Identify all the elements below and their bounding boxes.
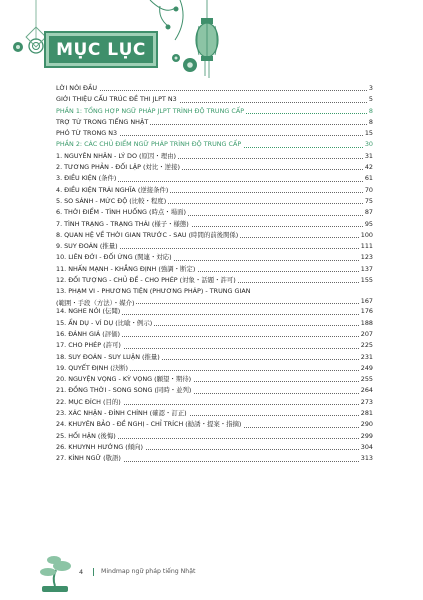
toc-entry-title: 17. CHO PHÉP (許可) (56, 341, 121, 350)
toc-entry-page: 167 (360, 297, 373, 306)
toc-entry[interactable] (56, 94, 373, 105)
toc-entry-title: 23. XÁC NHẬN - ĐÍNH CHÍNH (確認・訂正) (56, 409, 187, 418)
toc-entry[interactable] (56, 162, 373, 173)
toc-entry[interactable] (56, 252, 373, 263)
toc-entry[interactable] (56, 230, 373, 241)
toc-entry-page: 290 (359, 419, 373, 430)
toc-entry-page: 255 (359, 374, 373, 385)
toc-entry-title: 5. SO SÁNH - MỨC ĐỘ (比較・程度) (56, 196, 167, 205)
page-number: 4 (79, 568, 84, 576)
toc-entry-title: 3. ĐIỀU KIỆN (条件) (56, 174, 117, 183)
toc-entry[interactable] (56, 306, 373, 317)
toc-entry-page: 313 (359, 453, 373, 464)
toc-entry-page: 249 (359, 363, 373, 374)
toc-entry-title: 14. NGHE NÓI (伝聞) (56, 307, 121, 316)
toc-entry-title-cont: (範囲・手段（方法）・媒介) (56, 298, 135, 307)
toc-entry-title: TRỢ TỪ TRONG TIẾNG NHẬT (56, 117, 149, 126)
toc-entry-title: 20. NGUYỆN VỌNG - KỲ VỌNG (願望・期待) (56, 375, 192, 384)
toc-entry[interactable] (56, 408, 373, 419)
toc-entry[interactable] (56, 275, 373, 286)
toc-entry-title: GIỚI THIỆU CẤU TRÚC ĐỀ THI JLPT N3 (56, 95, 177, 104)
toc-entry-page: 273 (359, 397, 373, 408)
toc-entry[interactable] (56, 397, 373, 408)
toc-entry[interactable] (56, 264, 373, 275)
toc-entry[interactable] (56, 352, 373, 363)
toc-entry-page: 111 (359, 241, 373, 252)
toc-entry[interactable] (56, 219, 373, 230)
toc-entry-page: 75 (363, 196, 373, 207)
footer-divider (93, 568, 94, 576)
toc-entry[interactable] (56, 385, 373, 396)
toc-entry-title: 4. ĐIỀU KIỆN TRÁI NGHĨA (逆接条件) (56, 185, 169, 194)
toc-entry-page: 281 (359, 408, 373, 419)
page-title: MỤC LỤC (56, 39, 146, 60)
toc-entry-title: 16. ĐÁNH GIÁ (評価) (56, 329, 121, 338)
toc-entry-page: 225 (359, 340, 373, 351)
toc-entry-title: 18. SUY ĐOÁN - SUY LUẬN (推量) (56, 352, 160, 361)
toc-entry-page: 155 (359, 275, 373, 286)
toc-entry-page: 176 (359, 306, 373, 317)
toc-entry-title: 6. THỜI ĐIỂM - TÌNH HUỐNG (時点・場面) (56, 208, 186, 217)
toc-entry-page: 304 (359, 442, 373, 453)
toc-entry[interactable] (56, 431, 373, 442)
table-of-contents (56, 83, 373, 465)
toc-entry[interactable] (56, 128, 373, 139)
toc-entry-title: 25. HỐI HẬN (後悔) (56, 431, 116, 440)
flower-pattern-left (13, 42, 23, 52)
toc-entry[interactable] (56, 173, 373, 184)
toc-entry-page: 123 (359, 252, 373, 263)
toc-entry[interactable] (56, 318, 373, 329)
toc-entry-page: 231 (359, 352, 373, 363)
toc-entry[interactable] (56, 363, 373, 374)
toc-entry-title: 1. NGUYÊN NHÂN - LÝ DO (原因・理由) (56, 151, 176, 160)
toc-entry-page: 207 (359, 329, 373, 340)
toc-entry-title: 11. NHẤN MẠNH - KHẲNG ĐỊNH (強調・断定) (56, 264, 196, 273)
toc-entry-page: 100 (359, 230, 373, 241)
toc-entry[interactable] (56, 419, 373, 430)
toc-entry-title: PHẦN 1: TỔNG HỢP NGỮ PHÁP JLPT TRÌNH ĐỘ TRUNG CẤP (56, 106, 245, 115)
toc-entry-title: 15. ẨN DỤ - VÍ DỤ (比喩・例示) (56, 318, 153, 327)
toc-entry-page: 8 (367, 106, 373, 117)
toc-entry-page: 87 (363, 207, 373, 218)
toc-entry-title: PHẦN 2: CÁC CHỦ ĐIỂM NGỮ PHÁP TRÌNH ĐỘ TRUNG CẤP (56, 140, 242, 149)
toc-entry-page: 8 (367, 117, 373, 128)
toc-part-entry[interactable] (56, 106, 373, 117)
toc-entry-title: 10. LIÊN ĐỚI - ĐỐI ỨNG (関連・対応) (56, 253, 172, 262)
toc-entry[interactable] (56, 117, 373, 128)
toc-entry-title: 7. TÌNH TRẠNG - TRẠNG THÁI (様子・様態) (56, 219, 189, 228)
footer-brand: Mindmap ngữ pháp tiếng Nhật (101, 568, 196, 575)
flower-pattern-right (172, 54, 197, 72)
lantern-ornament (196, 0, 218, 78)
toc-entry[interactable] (56, 185, 373, 196)
toc-entry-page: 5 (367, 94, 373, 105)
toc-entry-title: 12. ĐỐI TƯỢNG - CHỦ ĐỀ - CHO PHÉP (対象・話題・許可) (56, 276, 236, 285)
page-footer (0, 560, 423, 600)
toc-entry-page: 61 (363, 173, 373, 184)
toc-entry-title: 21. ĐỒNG THỜI - SONG SONG (同時・並列) (56, 386, 192, 395)
toc-entry-page: 70 (363, 185, 373, 196)
toc-entry-title: 8. QUAN HỆ VỀ THỜI GIAN TRƯỚC - SAU (時間的前後関係) (56, 230, 239, 239)
toc-entry-page: 299 (359, 431, 373, 442)
toc-entry[interactable] (56, 196, 373, 207)
hanging-knot-ornament (26, 0, 46, 53)
toc-entry[interactable] (56, 329, 373, 340)
toc-entry-title: 22. MỤC ĐÍCH (目的) (56, 397, 121, 406)
toc-entry-title: 19. QUYẾT ĐỊNH (決断) (56, 363, 129, 372)
toc-entry[interactable] (56, 207, 373, 218)
toc-part-entry[interactable] (56, 139, 373, 150)
toc-entry-title: 9. SUY ĐOÁN (推量) (56, 242, 118, 251)
toc-entry-title: LỜI NÓI ĐẦU (56, 84, 98, 92)
toc-entry-page: 15 (363, 128, 373, 139)
toc-entry-page: 31 (363, 151, 373, 162)
toc-entry-page: 42 (363, 162, 373, 173)
toc-entry-title: 2. TƯƠNG PHẢN - ĐỐI LẬP (対比・逆接) (56, 163, 180, 172)
page-title-box (46, 33, 156, 66)
toc-entry-title: 13. PHẠM VI - PHƯƠNG TIỆN (PHƯƠNG PHÁP) - TRUNG GIAN (56, 287, 251, 296)
toc-entry[interactable] (56, 241, 373, 252)
toc-entry[interactable] (56, 83, 373, 94)
toc-entry[interactable] (56, 442, 373, 453)
toc-entry-page: 30 (363, 139, 373, 150)
toc-entry-page: 95 (363, 219, 373, 230)
toc-entry[interactable] (56, 151, 373, 162)
toc-entry[interactable] (56, 340, 373, 351)
toc-entry-page: 264 (359, 385, 373, 396)
toc-entry[interactable] (56, 453, 373, 464)
toc-entry-title: 26. KHUYNH HƯỚNG (傾向) (56, 442, 144, 451)
toc-entry-title: 24. KHUYÊN BẢO - ĐỀ NGHỊ - CHỈ TRÍCH (勧誘・提案・指摘) (56, 420, 242, 429)
toc-entry-page: 3 (367, 83, 373, 94)
toc-entry-page: 188 (359, 318, 373, 329)
toc-entry-title: 27. KÍNH NGỮ (敬語) (56, 454, 121, 463)
toc-entry[interactable] (56, 286, 373, 306)
toc-entry[interactable] (56, 374, 373, 385)
toc-entry-page: 137 (359, 264, 373, 275)
toc-entry-title: PHÓ TỪ TRONG N3 (56, 129, 118, 138)
